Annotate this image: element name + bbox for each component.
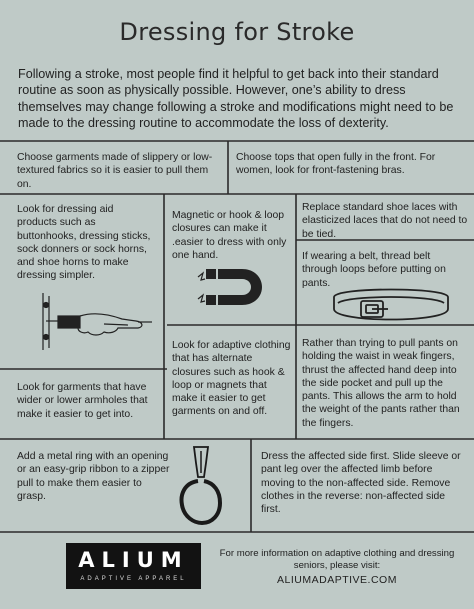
belt-icon (328, 283, 454, 333)
tip-adaptive: Look for adaptive clothing that has alternate closures such as hook & loop or magnets that make it easier to get garments on and off. (172, 340, 291, 418)
logo-wordmark: ALIUM (78, 548, 189, 572)
tip-ring: Add a metal ring with an opening or an easy-grip ribbon to a zipper pull to make them easier to grasp. (17, 451, 170, 502)
tip-pants: Rather than trying to pull pants on holding the waist in weak fingers, thrust the affected hand deep into the side pocket and pull up the pants. This allows the arm to hold the weight of the pants rather than the fingers. (302, 338, 460, 429)
tip-affected: Dress the affected side first. Slide sleeve or pant leg over the affected limb before moving to the non-affected side. Remove clothes in the reverse: non-affected side first. (261, 451, 461, 516)
zipper-ring-icon (176, 443, 226, 533)
tip-tops: Choose tops that open fully in the front. For women, look for front-fastening bras. (236, 152, 436, 177)
tip-magnetic: Magnetic or hook & loop closures can make it .easier to dress with only one hand. (172, 210, 287, 261)
alium-logo[interactable] (66, 543, 201, 589)
footer-url-link[interactable]: ALIUMADAPTIVE.COM (277, 574, 397, 586)
footer-info: For more information on adaptive clothing and dressing seniors, please visit: (219, 548, 455, 571)
logo-tagline: ADAPTIVE APPAREL (80, 576, 187, 582)
page-title: Dressing for Stroke (119, 18, 355, 46)
tip-belt: If wearing a belt, thread belt through loops before putting on pants. (302, 251, 446, 289)
tip-laces: Replace standard shoe laces with elasticized laces that do not need to be tied. (302, 202, 468, 240)
tip-armholes: Look for garments that have wider or lower armholes that make it easier to get into. (17, 382, 148, 420)
intro-paragraph: Following a stroke, most people find it helpful to get back into their standard routine as soon as physically possible. However, one’s ability to dress themselves may change following a stroke and modifications might need to be made to the dressing routine to accommodate the loss of dexterity. (18, 67, 454, 131)
tip-aids: Look for dressing aid products such as buttonhooks, dressing sticks, sock donners or sock horns, and shoe horns to make dressing simpler. (17, 204, 151, 282)
magnet-icon (196, 263, 266, 313)
tip-fabrics: Choose garments made of slippery or low-textured fabrics so it is easier to pull them on. (17, 152, 213, 190)
buttonhook-hand-illustration (18, 288, 158, 358)
